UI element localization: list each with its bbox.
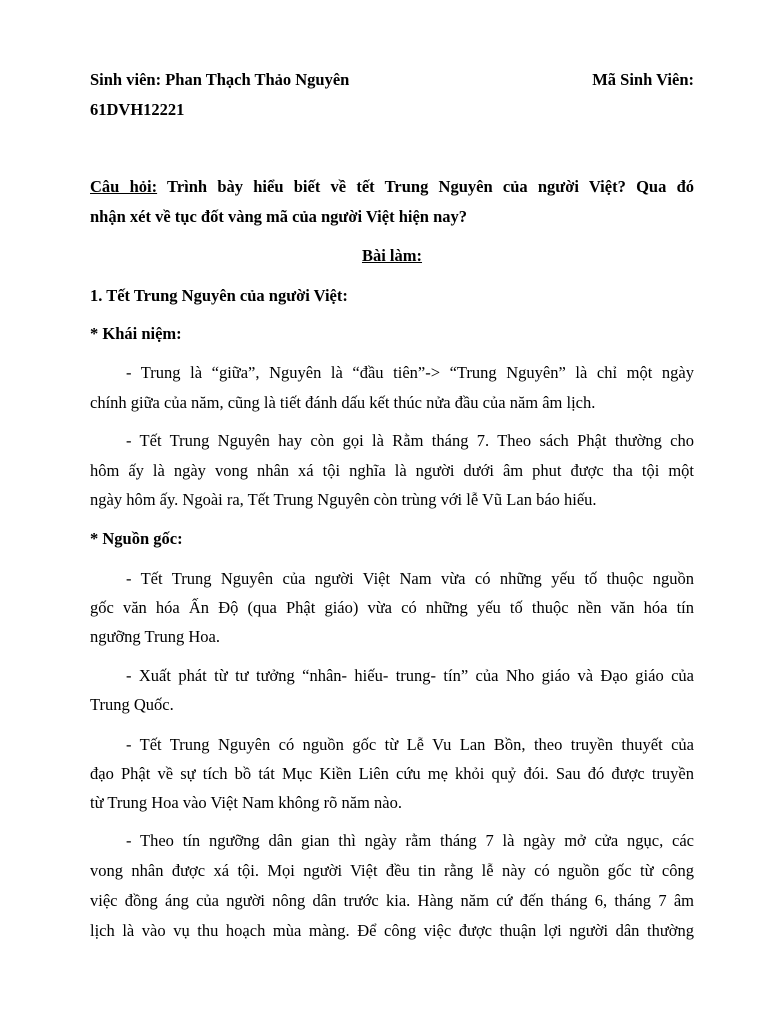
answer-title: Bài làm: xyxy=(361,246,423,265)
student-info-row xyxy=(90,70,694,90)
paragraph-line: ngưỡng Trung Hoa. xyxy=(90,627,220,646)
paragraph-line: đạo Phật về sự tích bồ tát Mục Kiền Liên cứu mẹ khỏi quỷ đói. Sau đó được truyền xyxy=(90,764,694,783)
student-id-value: 61DVH12221 xyxy=(90,100,185,119)
paragraph-line: - Tết Trung Nguyên có nguồn gốc từ Lễ Vu Lan Bồn, theo truyền thuyết của xyxy=(126,735,694,754)
paragraph-line: vong nhân được xá tội. Mọi người Việt đều tin rằng lễ này có nguồn gốc từ công xyxy=(90,861,694,880)
origin-heading: * Nguồn gốc: xyxy=(90,529,183,548)
question-label: Câu hỏi: xyxy=(90,177,158,196)
question-line-2: nhận xét về tục đốt vàng mã của người Việt hiện nay? xyxy=(90,207,468,226)
paragraph-line: ngày hôm ấy. Ngoài ra, Tết Trung Nguyên còn trùng với lễ Vũ Lan báo hiếu. xyxy=(90,490,597,509)
paragraph-line: hôm ấy là ngày vong nhân xá tội nghĩa là người dưới âm phut được tha tội một xyxy=(90,461,694,480)
paragraph-line: gốc văn hóa Ấn Độ (qua Phật giáo) vừa có những yếu tố thuộc nền văn hóa tín xyxy=(90,598,694,617)
student-id-label: Mã Sinh Viên: xyxy=(592,70,694,89)
paragraph-line: - Xuất phát từ tư tưởng “nhân- hiếu- trung- tín” của Nho giáo và Đạo giáo của xyxy=(126,666,694,685)
question-line-1 xyxy=(90,177,694,197)
concept-heading: * Khái niệm: xyxy=(90,324,182,343)
question-text-1: Trình bày hiểu biết về tết Trung Nguyên của người Việt? Qua đó xyxy=(157,177,694,196)
paragraph-line: Trung Quốc. xyxy=(90,695,174,714)
paragraph-line: việc đồng áng của người nông dân trước kia. Hàng năm cứ đến tháng 6, tháng 7 âm xyxy=(90,891,694,910)
paragraph-line: lịch là vào vụ thu hoạch mùa màng. Để công việc được thuận lợi người dân thường xyxy=(90,921,694,940)
paragraph-line: - Theo tín ngưỡng dân gian thì ngày rằm tháng 7 là ngày mở cửa ngục, các xyxy=(126,831,694,850)
student-name: Sinh viên: Phan Thạch Thảo Nguyên xyxy=(90,70,350,89)
paragraph-line: - Tết Trung Nguyên của người Việt Nam vừa có những yếu tố thuộc nguồn xyxy=(126,569,694,588)
paragraph-line: chính giữa của năm, cũng là tiết đánh dấu kết thúc nửa đầu của năm âm lịch. xyxy=(90,393,596,412)
paragraph-line: - Tết Trung Nguyên hay còn gọi là Rằm tháng 7. Theo sách Phật thường cho xyxy=(126,431,694,450)
paragraph-line: - Trung là “giữa”, Nguyên là “đầu tiên”-> “Trung Nguyên” là chỉ một ngày xyxy=(126,363,694,382)
section-1-title: 1. Tết Trung Nguyên của người Việt: xyxy=(90,286,348,305)
paragraph-line: từ Trung Hoa vào Việt Nam không rõ năm nào. xyxy=(90,793,402,812)
